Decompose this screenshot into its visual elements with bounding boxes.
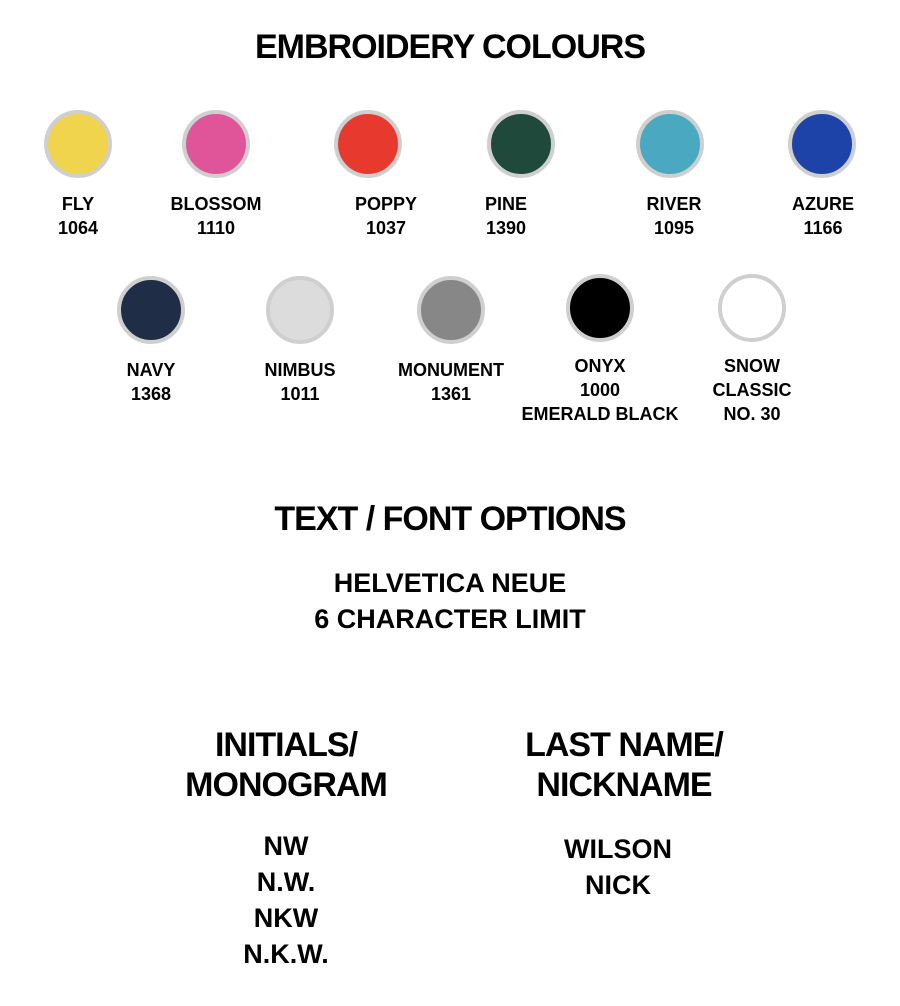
- colour-circle: [44, 110, 112, 178]
- swatch-name: POPPY: [354, 194, 418, 214]
- swatch-code: 1064: [57, 218, 99, 238]
- swatch-label: [652, 354, 852, 426]
- initials-example: N.W.: [256, 867, 316, 897]
- swatch-extra: EMERALD BLACK: [521, 404, 679, 424]
- initials-examples: [126, 828, 446, 972]
- initials-heading: [126, 725, 446, 805]
- swatch-name: NIMBUS: [264, 360, 336, 380]
- initials-heading-line1: INITIALS/: [214, 726, 358, 764]
- swatch-name: NAVY: [126, 360, 176, 380]
- embroidery-colours-title: EMBROIDERY COLOURS: [254, 28, 646, 66]
- swatch-code: CLASSIC: [712, 380, 792, 400]
- font-info: [0, 565, 900, 637]
- swatch-code: 1037: [365, 218, 407, 238]
- lastname-example: WILSON: [564, 834, 672, 864]
- swatch-name: AZURE: [792, 194, 854, 214]
- lastname-heading: [464, 725, 784, 805]
- swatch-code: 1390: [485, 218, 527, 238]
- colour-circle: [566, 274, 634, 342]
- initials-example: NKW: [253, 903, 319, 933]
- colour-circle: [417, 276, 485, 344]
- initials-example: NW: [263, 831, 309, 861]
- swatch-code: 1361: [430, 384, 472, 404]
- swatch-name: SNOW: [724, 356, 780, 376]
- swatch-label: [722, 192, 900, 240]
- font-options-title: TEXT / FONT OPTIONS: [274, 500, 626, 538]
- swatch-code: 1095: [653, 218, 695, 238]
- swatch-code: 1368: [130, 384, 172, 404]
- swatch-name: RIVER: [646, 194, 702, 214]
- colour-circle: [117, 276, 185, 344]
- swatch-code: 1000: [579, 380, 621, 400]
- swatch-name: ONYX: [574, 356, 626, 376]
- colour-circle: [788, 110, 856, 178]
- swatch-extra: NO. 30: [723, 404, 781, 424]
- font-name: HELVETICA NEUE: [333, 568, 567, 598]
- character-limit: 6 CHARACTER LIMIT: [314, 604, 586, 634]
- colour-circle: [182, 110, 250, 178]
- swatch-code: 1166: [803, 218, 843, 238]
- swatch-name: MONUMENT: [398, 360, 504, 380]
- initials-heading-line2: MONOGRAM: [185, 766, 387, 804]
- lastname-heading-line2: NICKNAME: [536, 766, 712, 804]
- colour-circle: [266, 276, 334, 344]
- colour-circle: [718, 274, 786, 342]
- swatch-snow: [652, 274, 852, 426]
- swatch-code: 1011: [280, 384, 320, 404]
- swatch-azure: [722, 110, 900, 240]
- colour-circle: [487, 110, 555, 178]
- swatch-name: PINE: [484, 194, 527, 214]
- lastname-example: NICK: [585, 870, 651, 900]
- lastname-heading-line1: LAST NAME/: [525, 726, 723, 764]
- colour-circle: [636, 110, 704, 178]
- initials-example: N.K.W.: [243, 939, 329, 969]
- swatch-code: 1110: [196, 218, 236, 238]
- colour-circle: [334, 110, 402, 178]
- swatch-name: FLY: [61, 194, 95, 214]
- lastname-examples: [458, 831, 778, 903]
- swatch-name: BLOSSOM: [170, 194, 262, 214]
